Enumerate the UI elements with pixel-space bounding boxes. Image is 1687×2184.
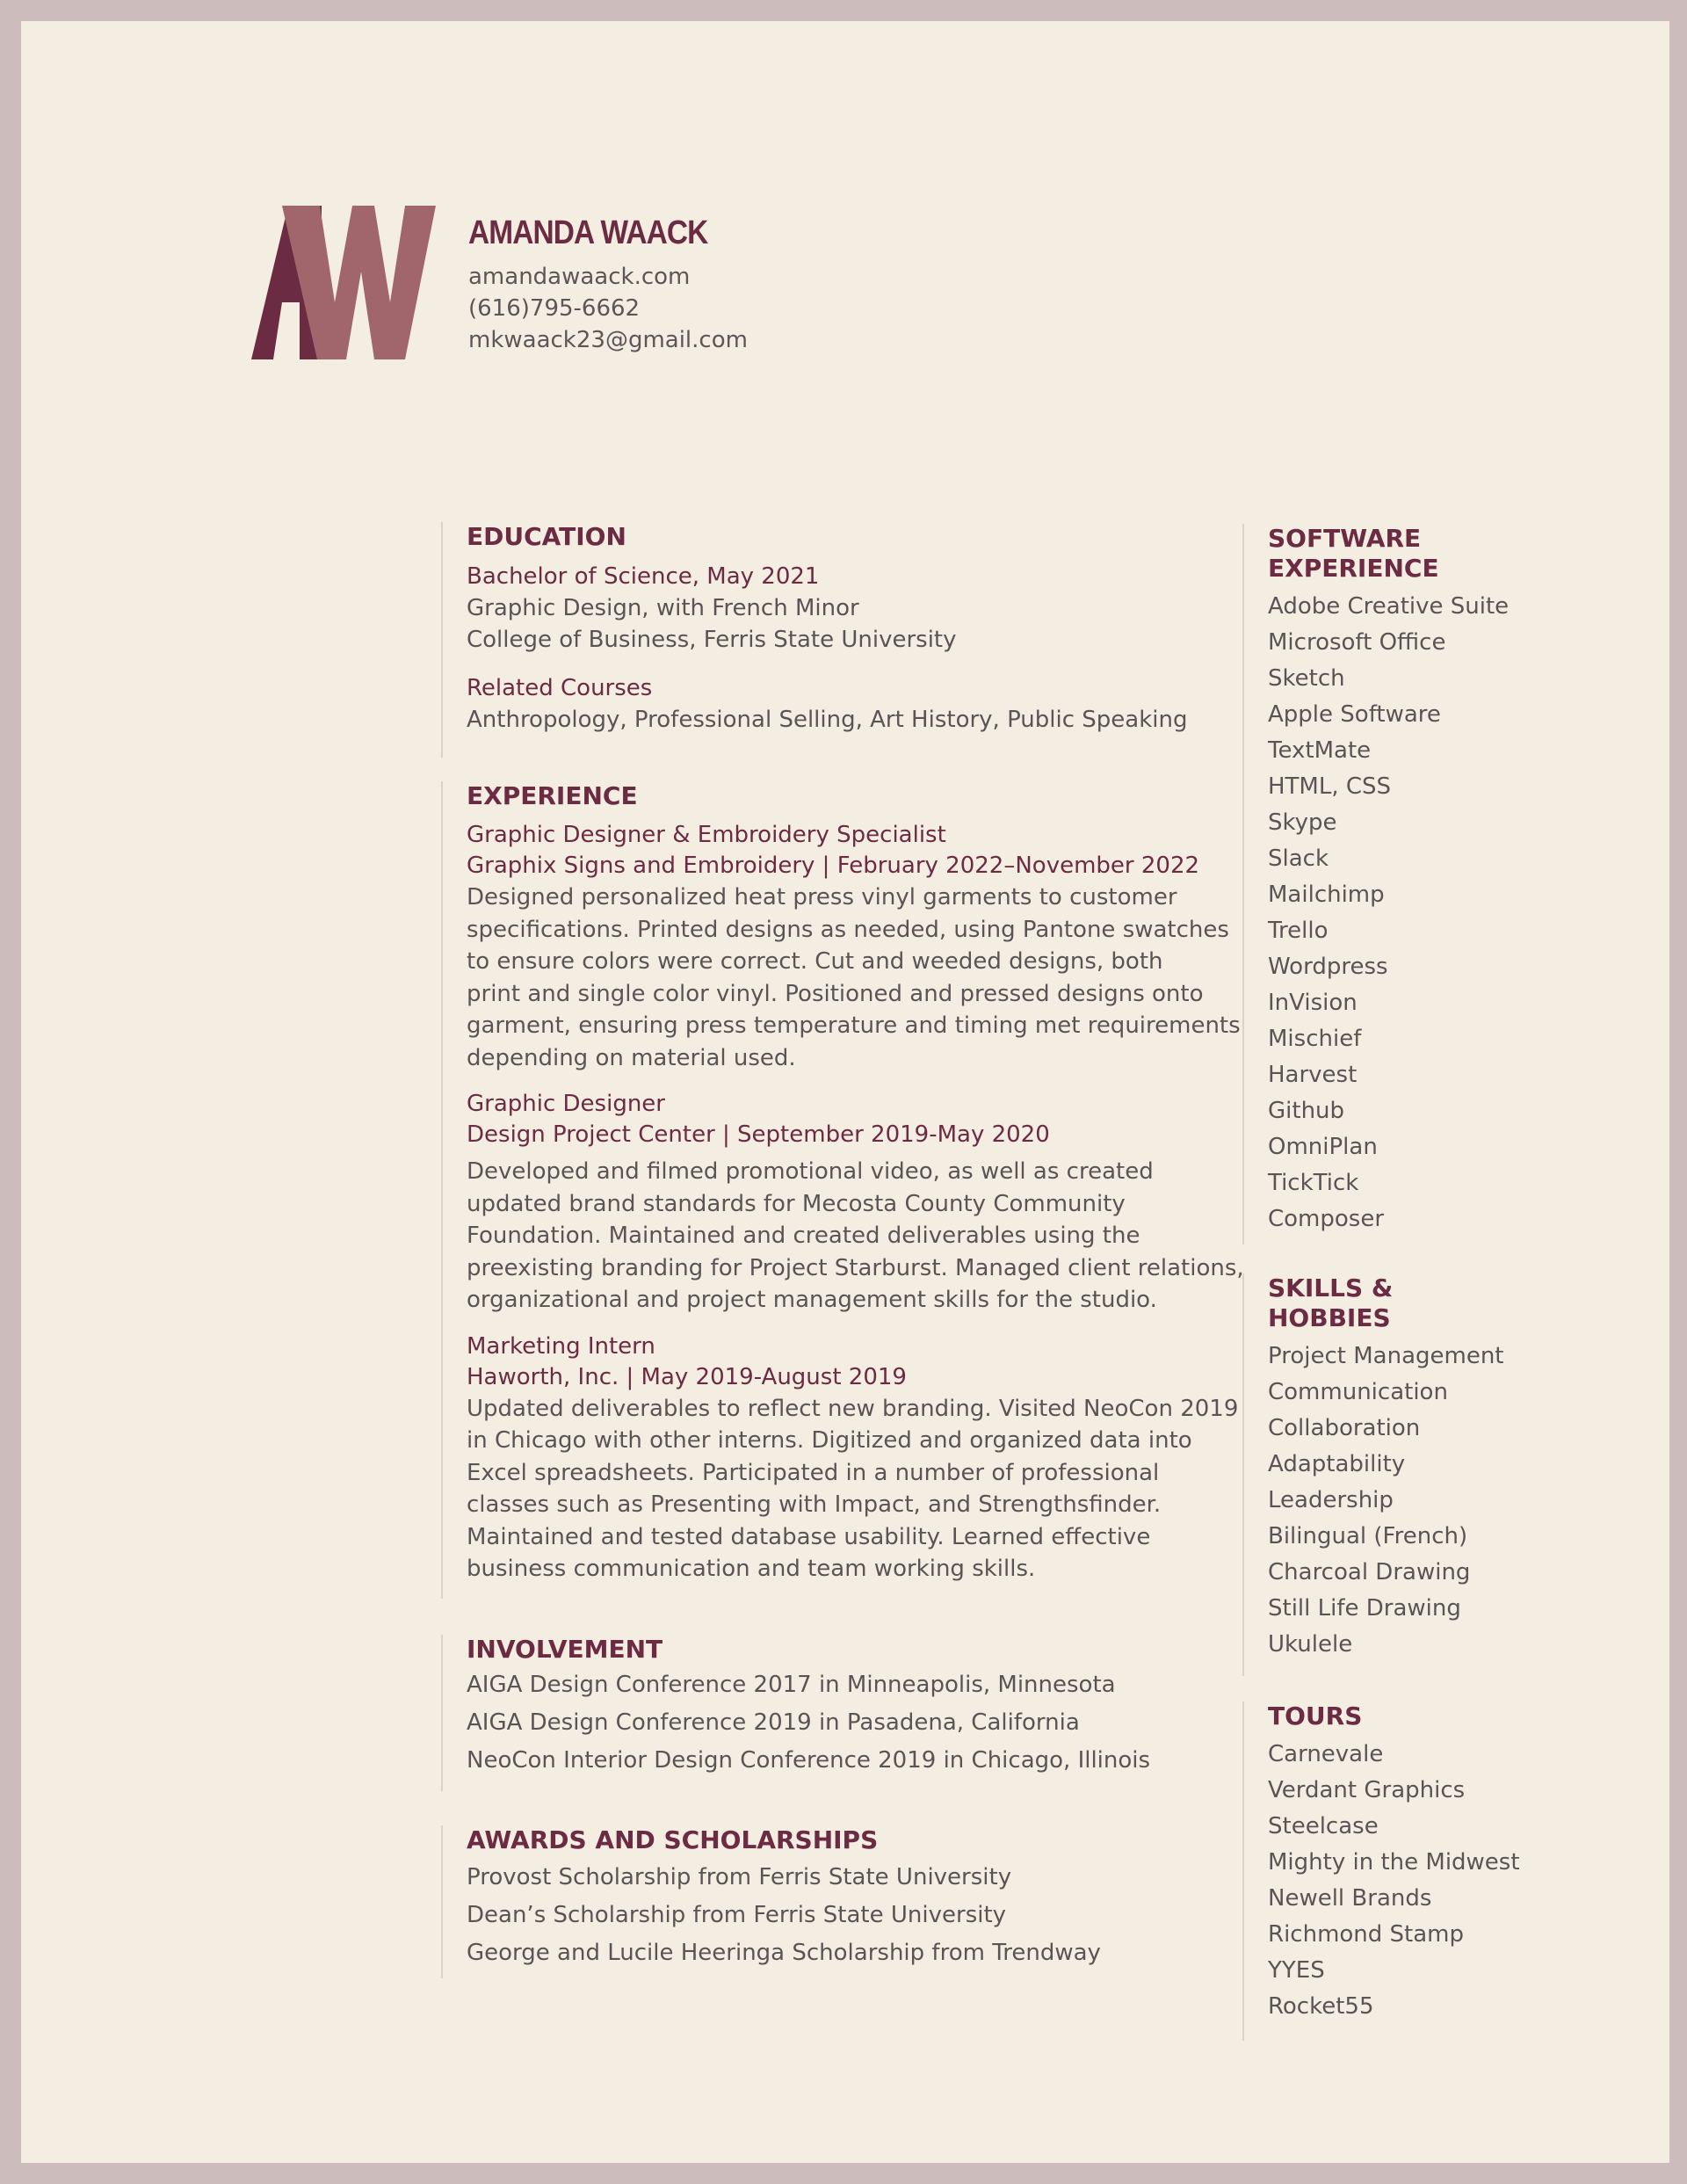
- aw-monogram-logo: [234, 206, 445, 359]
- courses-label: Related Courses: [467, 675, 653, 701]
- section-title: INVOLVEMENT: [467, 1635, 663, 1664]
- candidate-name: AMANDA WAACK: [468, 214, 708, 251]
- list-item: Adobe Creative Suite: [1268, 593, 1510, 620]
- list-item: Bilingual (French): [1268, 1523, 1468, 1549]
- contact-header: [468, 214, 748, 356]
- list-item: Slack: [1268, 845, 1329, 872]
- job-entry: [467, 1089, 1244, 1317]
- list-item: OmniPlan: [1268, 1134, 1378, 1160]
- list-item: Carnevale: [1268, 1741, 1384, 1767]
- involvement-section: [441, 1635, 1150, 1791]
- software-list: [1268, 589, 1509, 1237]
- list-item: Mighty in the Midwest: [1268, 1849, 1520, 1876]
- list-item: Apple Software: [1268, 701, 1441, 728]
- list-item: NeoCon Interior Design Conference 2019 in Chicago, Illinois: [467, 1747, 1151, 1774]
- list-item: Ukulele: [1268, 1631, 1353, 1658]
- list-item: Newell Brands: [1268, 1885, 1432, 1912]
- list-item: Richmond Stamp: [1268, 1921, 1465, 1948]
- list-item: Skype: [1268, 809, 1337, 836]
- email-link[interactable]: mkwaack23@gmail.com: [468, 327, 748, 353]
- list-item: Mischief: [1268, 1026, 1362, 1052]
- list-item: HTML, CSS: [1268, 773, 1392, 800]
- experience-section: [441, 781, 1244, 1599]
- job-employer-dates: Graphix Signs and Embroidery | February 2022–November 2022: [467, 853, 1200, 879]
- software-section: [1242, 524, 1509, 1244]
- list-item: Github: [1268, 1098, 1345, 1124]
- job-employer-dates: Design Project Center | September 2019-May 2020: [467, 1121, 1050, 1148]
- job-title: Graphic Designer: [467, 1091, 665, 1117]
- job-title: Marketing Intern: [467, 1332, 655, 1360]
- list-item: Microsoft Office: [1268, 629, 1446, 656]
- job-description: Designed personalized heat press vinyl garments to customer specifications. Printed designs as needed, using Pantone swatches to ensure colors were correct. Cut and weeded designs, both print and single color vinyl. Positioned and pressed designs onto garment, ensuring press temperature and timing met requirements depending on material used.: [467, 884, 1241, 1071]
- major: Graphic Design, with French Minor: [467, 595, 859, 621]
- list-item: Composer: [1268, 1206, 1385, 1232]
- list-item: Rocket55: [1268, 1993, 1374, 2020]
- section-title: TOURS: [1268, 1701, 1363, 1731]
- job-description: Updated deliverables to reflect new branding. Visited NeoCon 2019 in Chicago with other interns. Digitized and organized data into Excel spreadsheets. Participated in a number of professional classes such as Presenting with Impact, and Strengthsfinder. Maintained and tested database usability. Learned effective business communication and team working skills.: [467, 1395, 1239, 1582]
- school: College of Business, Ferris State University: [467, 627, 957, 653]
- list-item: Provost Scholarship from Ferris State University: [467, 1864, 1012, 1890]
- list-item: Mailchimp: [1268, 882, 1385, 908]
- job-description: Developed and filmed promotional video, as well as created updated brand standards for Mecosta County Community Foundation. Maintained and created deliverables using the preexisting branding for Project Starburst. Managed client relations, organizational and project management skills for the studio.: [467, 1158, 1244, 1313]
- list-item: Trello: [1268, 918, 1329, 944]
- degree: Bachelor of Science, May 2021: [467, 563, 820, 590]
- skills-section: [1242, 1273, 1504, 1676]
- list-item: AIGA Design Conference 2017 in Minneapolis, Minnesota: [467, 1672, 1116, 1698]
- list-item: InVision: [1268, 990, 1358, 1016]
- skills-list: [1268, 1339, 1504, 1663]
- job-entry: [467, 1331, 1244, 1585]
- list-item: Harvest: [1268, 1062, 1358, 1088]
- section-title: EDUCATION: [467, 522, 626, 551]
- list-item: Dean’s Scholarship from Ferris State University: [467, 1902, 1007, 1928]
- section-title: EXPERIENCE: [467, 781, 638, 810]
- website-link[interactable]: amandawaack.com: [468, 264, 691, 290]
- list-item: Collaboration: [1268, 1415, 1421, 1441]
- resume-page: [21, 21, 1669, 2163]
- list-item: YYES: [1268, 1957, 1325, 1984]
- tours-section: [1242, 1701, 1520, 2041]
- section-title: AWARDS AND SCHOLARSHIPS: [467, 1825, 879, 1854]
- section-title: SOFTWARE EXPERIENCE: [1268, 524, 1439, 583]
- section-title: SKILLS & HOBBIES: [1268, 1273, 1394, 1332]
- list-item: Still Life Drawing: [1268, 1595, 1461, 1622]
- list-item: Project Management: [1268, 1343, 1504, 1369]
- list-item: George and Lucile Heeringa Scholarship from Trendway: [467, 1940, 1101, 1966]
- list-item: Adaptability: [1268, 1451, 1406, 1477]
- list-item: Wordpress: [1268, 954, 1388, 980]
- education-section: [441, 522, 1188, 758]
- job-entry: [467, 820, 1244, 1074]
- list-item: Communication: [1268, 1379, 1448, 1405]
- awards-section: [441, 1825, 1101, 1978]
- list-item: Charcoal Drawing: [1268, 1559, 1471, 1585]
- list-item: Sketch: [1268, 665, 1345, 692]
- list-item: Steelcase: [1268, 1813, 1379, 1839]
- list-item: TickTick: [1268, 1170, 1359, 1196]
- phone-number: (616)795-6662: [468, 295, 641, 322]
- job-title: Graphic Designer & Embroidery Specialist: [467, 822, 946, 848]
- list-item: TextMate: [1268, 737, 1372, 764]
- list-item: Leadership: [1268, 1487, 1394, 1513]
- courses: Anthropology, Professional Selling, Art History, Public Speaking: [467, 707, 1188, 733]
- list-item: Verdant Graphics: [1268, 1777, 1466, 1803]
- list-item: AIGA Design Conference 2019 in Pasadena, California: [467, 1709, 1080, 1736]
- job-employer-dates: Haworth, Inc. | May 2019-August 2019: [467, 1363, 907, 1390]
- tours-list: [1268, 1737, 1520, 2025]
